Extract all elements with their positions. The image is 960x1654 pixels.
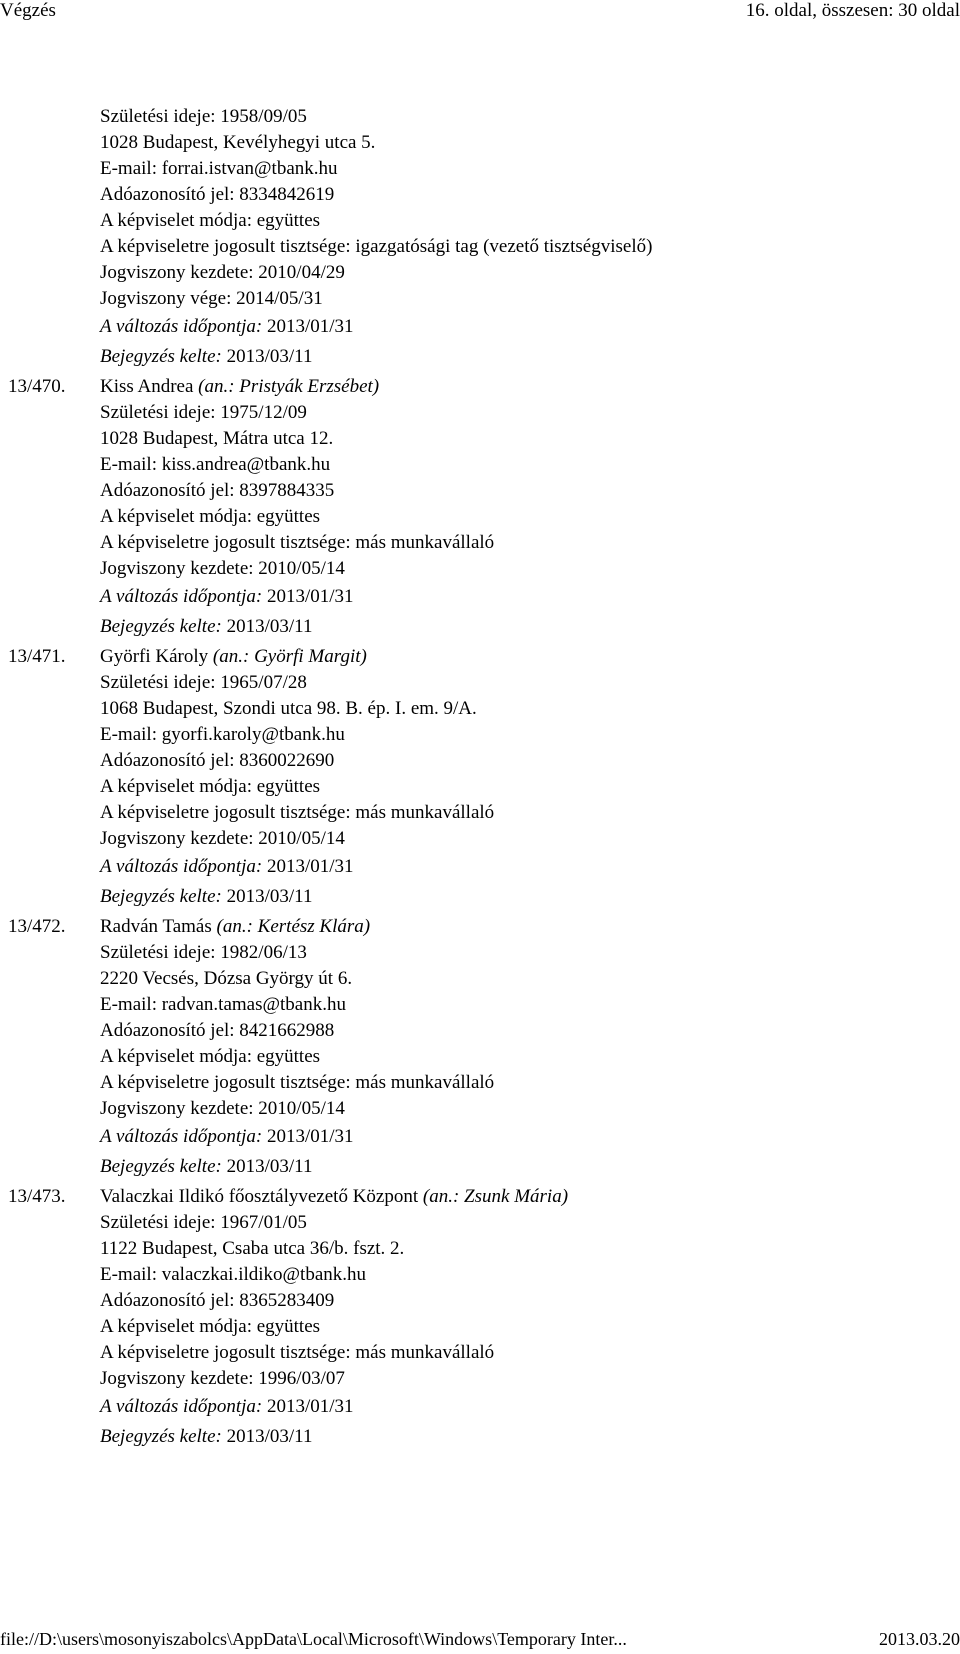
mother-name: (an.: Zsunk Mária) xyxy=(422,1186,569,1207)
registry-entry xyxy=(0,1184,960,1452)
document-title: Végzés xyxy=(0,0,56,21)
entry-continuation xyxy=(0,104,960,372)
change-date-value: 2013/01/31 xyxy=(266,1396,354,1417)
registry-content xyxy=(0,104,960,1452)
birth-date: Születési ideje: 1958/09/05 xyxy=(100,106,307,127)
change-date-label: A változás időpontja: xyxy=(100,1396,263,1417)
address: 1028 Budapest, Mátra utca 12. xyxy=(100,428,334,449)
birth-date: Születési ideje: 1965/07/28 xyxy=(100,672,307,693)
representation-mode: A képviselet módja: együttes xyxy=(100,210,321,231)
representation-mode: A képviselet módja: együttes xyxy=(100,506,321,527)
change-date-value: 2013/01/31 xyxy=(266,316,354,337)
mother-name: (an.: Györfi Margit) xyxy=(212,646,367,667)
employment-start: Jogviszony kezdete: 2010/05/14 xyxy=(100,558,345,579)
email: E-mail: gyorfi.karoly@tbank.hu xyxy=(100,724,345,745)
address: 1068 Budapest, Szondi utca 98. B. ép. I. em. 9/A. xyxy=(100,698,477,719)
address: 1122 Budapest, Csaba utca 36/b. fszt. 2. xyxy=(100,1238,405,1259)
entry-date-label: Bejegyzés kelte: xyxy=(100,346,222,367)
tax-id: Adóazonosító jel: 8365283409 xyxy=(100,1290,335,1311)
page-footer xyxy=(0,1628,960,1650)
entry-heading xyxy=(0,914,960,940)
entry-date-row xyxy=(0,1422,960,1452)
entry-date-row xyxy=(0,612,960,642)
registry-entry xyxy=(0,644,960,912)
representation-title: A képviseletre jogosult tisztsége: más munkavállaló xyxy=(100,532,495,553)
tax-id: Adóazonosító jel: 8360022690 xyxy=(100,750,335,771)
change-date-value: 2013/01/31 xyxy=(266,856,354,877)
birth-date: Születési ideje: 1975/12/09 xyxy=(100,402,307,423)
entry-date-value: 2013/03/11 xyxy=(226,1426,313,1447)
change-date-row xyxy=(0,582,960,612)
entry-heading xyxy=(0,1184,960,1210)
change-date-label: A változás időpontja: xyxy=(100,586,263,607)
entry-date-value: 2013/03/11 xyxy=(226,1156,313,1177)
address: 2220 Vecsés, Dózsa György út 6. xyxy=(100,968,353,989)
employment-start: Jogviszony kezdete: 2010/05/14 xyxy=(100,828,345,849)
person-name: Kiss Andrea xyxy=(100,376,194,397)
entry-date-label: Bejegyzés kelte: xyxy=(100,886,222,907)
change-date-row xyxy=(0,312,960,342)
representation-title: A képviseletre jogosult tisztsége: más munkavállaló xyxy=(100,1072,495,1093)
representation-mode: A képviselet módja: együttes xyxy=(100,776,321,797)
entry-date-row xyxy=(0,882,960,912)
person-name: Valaczkai Ildikó főosztályvezető Központ xyxy=(100,1186,419,1207)
entry-heading xyxy=(0,644,960,670)
change-date-label: A változás időpontja: xyxy=(100,856,263,877)
registry-entry xyxy=(0,374,960,642)
person-name: Györfi Károly xyxy=(100,646,209,667)
entry-number: 13/473. xyxy=(8,1186,66,1207)
mother-name: (an.: Kertész Klára) xyxy=(216,916,371,937)
entry-date-row xyxy=(0,1152,960,1182)
change-date-row xyxy=(0,1122,960,1152)
entry-date-value: 2013/03/11 xyxy=(226,346,313,367)
entry-person xyxy=(100,914,370,940)
tax-id: Adóazonosító jel: 8334842619 xyxy=(100,184,335,205)
file-path: file://D:\users\mosonyiszabolcs\AppData\Local\Microsoft\Windows\Temporary Inter... xyxy=(0,1629,627,1649)
entry-date-value: 2013/03/11 xyxy=(226,616,313,637)
employment-start: Jogviszony kezdete: 1996/03/07 xyxy=(100,1368,345,1389)
representation-mode: A képviselet módja: együttes xyxy=(100,1316,321,1337)
address: 1028 Budapest, Kevélyhegyi utca 5. xyxy=(100,132,376,153)
page-indicator: 16. oldal, összesen: 30 oldal xyxy=(745,0,960,21)
entry-date-label: Bejegyzés kelte: xyxy=(100,1426,222,1447)
entry-date-label: Bejegyzés kelte: xyxy=(100,1156,222,1177)
entry-number: 13/472. xyxy=(8,916,66,937)
change-date-value: 2013/01/31 xyxy=(266,586,354,607)
email: E-mail: valaczkai.ildiko@tbank.hu xyxy=(100,1264,366,1285)
entry-date-label: Bejegyzés kelte: xyxy=(100,616,222,637)
birth-date: Születési ideje: 1982/06/13 xyxy=(100,942,307,963)
representation-title: A képviseletre jogosult tisztsége: igazgatósági tag (vezető tisztségviselő) xyxy=(100,236,653,257)
entry-heading xyxy=(0,374,960,400)
tax-id: Adóazonosító jel: 8421662988 xyxy=(100,1020,335,1041)
change-date-label: A változás időpontja: xyxy=(100,316,263,337)
change-date-label: A változás időpontja: xyxy=(100,1126,263,1147)
email: E-mail: radvan.tamas@tbank.hu xyxy=(100,994,346,1015)
entry-date-row xyxy=(0,342,960,372)
email: E-mail: kiss.andrea@tbank.hu xyxy=(100,454,331,475)
registry-entry xyxy=(0,914,960,1182)
print-date: 2013.03.20 xyxy=(879,1629,960,1649)
change-date-row xyxy=(0,1392,960,1422)
person-name: Radván Tamás xyxy=(100,916,212,937)
tax-id: Adóazonosító jel: 8397884335 xyxy=(100,480,335,501)
employment-start: Jogviszony kezdete: 2010/05/14 xyxy=(100,1098,345,1119)
employment-start: Jogviszony kezdete: 2010/04/29 xyxy=(100,262,345,283)
entry-person xyxy=(100,1184,568,1210)
entry-date-value: 2013/03/11 xyxy=(226,886,313,907)
entry-person xyxy=(100,374,379,400)
change-date-value: 2013/01/31 xyxy=(266,1126,354,1147)
representation-mode: A képviselet módja: együttes xyxy=(100,1046,321,1067)
mother-name: (an.: Pristyák Erzsébet) xyxy=(198,376,380,397)
entry-person xyxy=(100,644,367,670)
representation-title: A képviseletre jogosult tisztsége: más munkavállaló xyxy=(100,1342,495,1363)
email: E-mail: forrai.istvan@tbank.hu xyxy=(100,158,338,179)
employment-end: Jogviszony vége: 2014/05/31 xyxy=(100,288,323,309)
entry-number: 13/470. xyxy=(8,376,66,397)
entry-number: 13/471. xyxy=(8,646,66,667)
change-date-row xyxy=(0,852,960,882)
birth-date: Születési ideje: 1967/01/05 xyxy=(100,1212,307,1233)
representation-title: A képviseletre jogosult tisztsége: más munkavállaló xyxy=(100,802,495,823)
